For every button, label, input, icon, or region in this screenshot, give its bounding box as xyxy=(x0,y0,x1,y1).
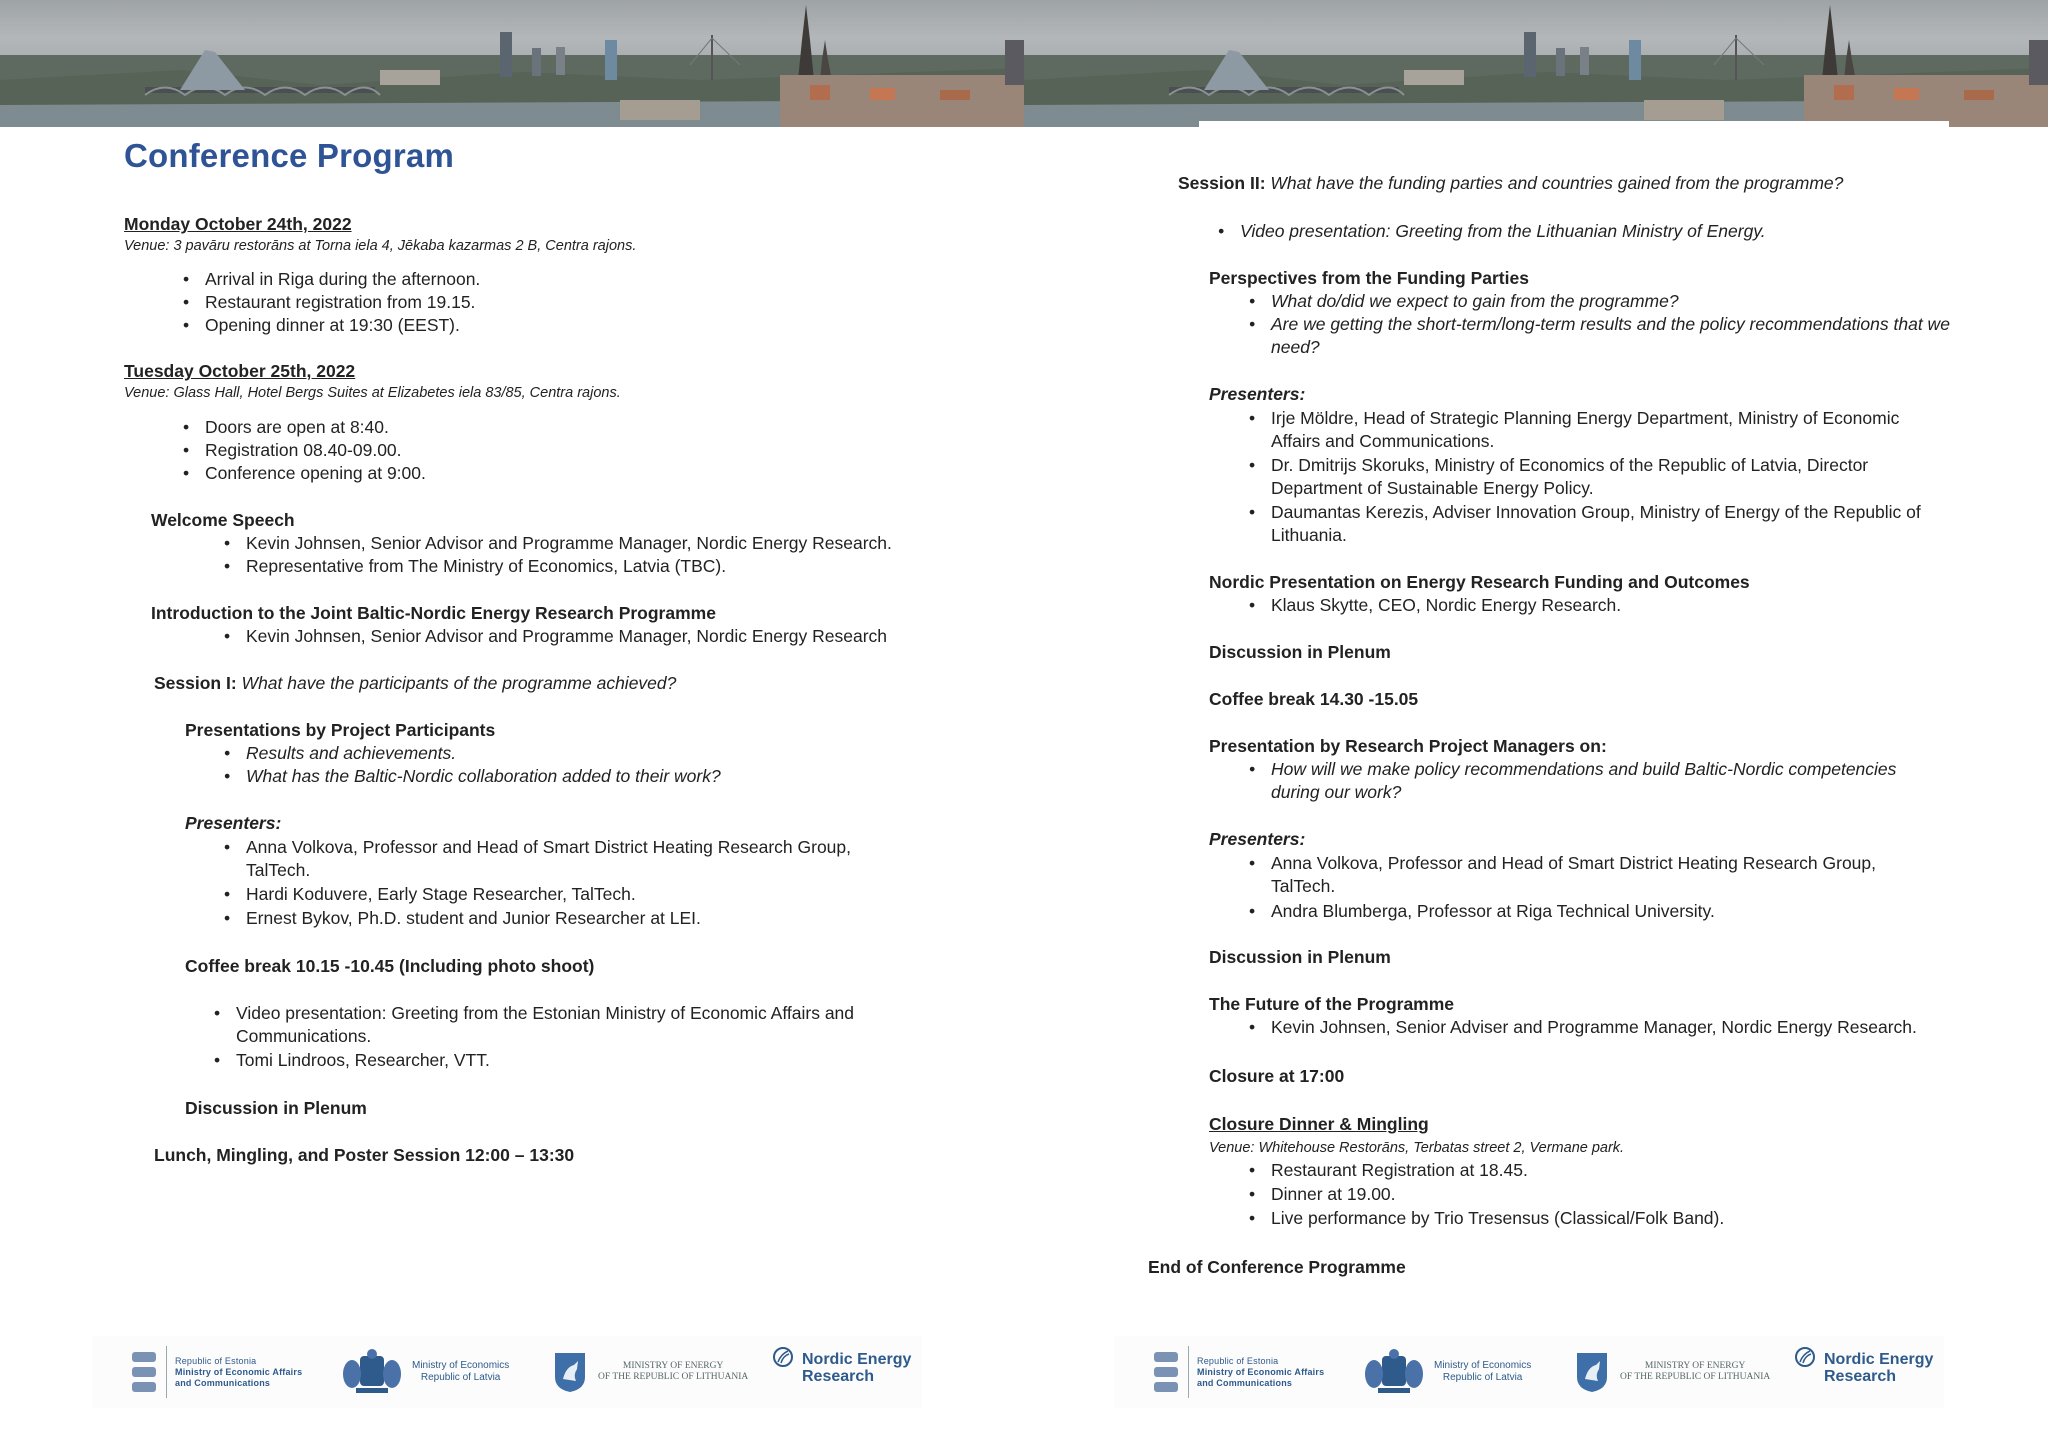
list-item: • Kevin Johnsen, Senior Adviser and Programme Manager, Nordic Energy Research. xyxy=(1271,1016,1917,1039)
latvia-coat-of-arms-icon xyxy=(1364,1348,1424,1396)
coffee-break-1: Coffee break 10.15 -10.45 (Including photo shoot) xyxy=(185,956,595,976)
list-item: • Arrival in Riga during the afternoon. xyxy=(205,268,480,291)
monday-date: Monday October 24th, 2022 xyxy=(124,214,352,234)
nordic-energy-logo-text: Nordic Energy Research xyxy=(1824,1351,1934,1385)
list-item: • Daumantas Kerezis, Adviser Innovation Group, Ministry of Energy of the Republic of Lithuania. xyxy=(1271,501,1951,547)
estonia-logo-text: Republic of Estonia Ministry of Economic Affairs and Communications xyxy=(175,1355,303,1388)
list-item: • What do/did we expect to gain from the programme? xyxy=(1271,290,1679,313)
banner-cutout xyxy=(1199,121,1949,127)
welcome-heading: Welcome Speech xyxy=(151,510,295,530)
discussion-plenum-3: Discussion in Plenum xyxy=(1209,947,1391,967)
lithuania-logo xyxy=(1576,1346,1770,1398)
skyline-illustration xyxy=(0,0,1024,127)
session-1-label: Session I: xyxy=(154,673,237,693)
session-2-question: What have the funding parties and countries gained from the programme? xyxy=(1270,173,1844,193)
nordic-heading: Nordic Presentation on Energy Research Funding and Outcomes xyxy=(1209,572,1750,592)
list-item: • Video presentation: Greeting from the Lithuanian Ministry of Energy. xyxy=(1240,220,1766,243)
list-item: • Andra Blumberga, Professor at Riga Technical University. xyxy=(1271,900,1715,923)
estonia-lions-icon xyxy=(1152,1350,1180,1394)
list-item: • What has the Baltic-Nordic collaboration added to their work? xyxy=(246,765,721,788)
list-item: • Live performance by Trio Tresensus (Classical/Folk Band). xyxy=(1271,1207,1724,1230)
list-item: • Hardi Koduvere, Early Stage Researcher, TalTech. xyxy=(246,883,636,906)
list-item: • Representative from The Ministry of Economics, Latvia (TBC). xyxy=(246,555,726,578)
list-item: • Results and achievements. xyxy=(246,742,456,765)
list-item: • Video presentation: Greeting from the Estonian Ministry of Economic Affairs and Communications. xyxy=(236,1002,876,1048)
monday-venue: Venue: 3 pavāru restorāns at Torna iela 4, Jēkaba kazarmas 2 B, Centra rajons. xyxy=(124,238,637,254)
nordic-energy-logo-text: Nordic Energy Research xyxy=(802,1351,912,1385)
lithuania-vytis-shield-icon xyxy=(554,1351,586,1393)
end-of-programme: End of Conference Programme xyxy=(1148,1257,1406,1277)
list-item: • Kevin Johnsen, Senior Advisor and Programme Manager, Nordic Energy Research. xyxy=(246,532,892,555)
closure-time: Closure at 17:00 xyxy=(1209,1066,1345,1086)
presenters-label: Presenters: xyxy=(1209,384,1306,404)
presenters-label-2: Presenters: xyxy=(1209,829,1306,849)
session-2-heading xyxy=(1178,172,1843,195)
list-item: • Ernest Bykov, Ph.D. student and Junior Researcher at LEI. xyxy=(246,907,701,930)
discussion-plenum-2: Discussion in Plenum xyxy=(1209,642,1391,662)
list-item: • Dr. Dmitrijs Skoruks, Ministry of Economics of the Republic of Latvia, Director Department of Sustainable Energy Policy. xyxy=(1271,454,1951,500)
dinner-heading: Closure Dinner & Mingling xyxy=(1209,1114,1429,1134)
lithuania-logo-text: MINISTRY OF ENERGY OF THE REPUBLIC OF LITHUANIA xyxy=(598,1361,749,1382)
estonia-logo xyxy=(1152,1346,1324,1398)
session-1-heading xyxy=(154,672,676,695)
perspectives-heading: Perspectives from the Funding Parties xyxy=(1209,268,1529,288)
list-item: • Tomi Lindroos, Researcher, VTT. xyxy=(236,1049,490,1072)
tuesday-date: Tuesday October 25th, 2022 xyxy=(124,361,356,381)
intro-heading: Introduction to the Joint Baltic-Nordic Energy Research Programme xyxy=(151,603,716,623)
lithuania-logo-text: MINISTRY OF ENERGY OF THE REPUBLIC OF LITHUANIA xyxy=(1620,1361,1771,1382)
presentations-heading: Presentations by Project Participants xyxy=(185,720,496,740)
latvia-logo-text: Ministry of Economics Republic of Latvia xyxy=(412,1360,510,1383)
list-item: • Opening dinner at 19:30 (EEST). xyxy=(205,314,460,337)
lunch-session: Lunch, Mingling, and Poster Session 12:00 – 13:30 xyxy=(154,1145,575,1165)
skyline-illustration xyxy=(1024,0,2048,127)
list-item: • Restaurant Registration at 18.45. xyxy=(1271,1159,1528,1182)
list-item: • Irje Möldre, Head of Strategic Planning Energy Department, Ministry of Economic Affairs and Communications. xyxy=(1271,407,1951,453)
list-item: • Conference opening at 9:00. xyxy=(205,462,426,485)
presenters-label: Presenters: xyxy=(185,813,282,833)
nordic-energy-icon xyxy=(772,1346,794,1368)
latvia-logo xyxy=(1364,1346,1531,1398)
session-1-question: What have the participants of the programme achieved? xyxy=(241,673,677,693)
session-2-label: Session II: xyxy=(1178,173,1266,193)
riga-skyline-banner xyxy=(1024,0,2048,127)
latvia-logo xyxy=(342,1346,509,1398)
estonia-lions-icon xyxy=(130,1350,158,1394)
latvia-coat-of-arms-icon xyxy=(342,1348,402,1396)
nordic-energy-logo xyxy=(772,1342,911,1394)
list-item: • Doors are open at 8:40. xyxy=(205,416,389,439)
latvia-logo-text: Ministry of Economics Republic of Latvia xyxy=(1434,1360,1532,1383)
future-heading: The Future of the Programme xyxy=(1209,994,1455,1014)
coffee-break-2: Coffee break 14.30 -15.05 xyxy=(1209,689,1419,709)
page-title: Conference Program xyxy=(124,137,455,174)
estonia-logo-text: Republic of Estonia Ministry of Economic Affairs and Communications xyxy=(1197,1355,1325,1388)
list-item: • Kevin Johnsen, Senior Advisor and Programme Manager, Nordic Energy Research xyxy=(246,625,887,648)
right-page xyxy=(1024,0,2048,1448)
list-item: • Are we getting the short-term/long-term results and the policy recommendations that we need? xyxy=(1271,313,1951,359)
dinner-venue: Venue: Whitehouse Restorāns, Terbatas street 2, Vermane park. xyxy=(1209,1140,1625,1156)
managers-heading: Presentation by Research Project Managers on: xyxy=(1209,736,1607,756)
list-item: • Dinner at 19.00. xyxy=(1271,1183,1396,1206)
lithuania-vytis-shield-icon xyxy=(1576,1351,1608,1393)
lithuania-logo xyxy=(554,1346,748,1398)
sponsor-logos xyxy=(92,1336,922,1408)
estonia-logo xyxy=(130,1346,302,1398)
list-item: • Anna Volkova, Professor and Head of Smart District Heating Research Group, TalTech. xyxy=(246,836,866,882)
discussion-plenum-1: Discussion in Plenum xyxy=(185,1098,367,1118)
nordic-energy-logo xyxy=(1794,1342,1933,1394)
sponsor-logos xyxy=(1114,1336,1944,1408)
riga-skyline-banner xyxy=(0,0,1024,127)
list-item: • How will we make policy recommendations and build Baltic-Nordic competencies during our work? xyxy=(1271,758,1911,804)
list-item: • Klaus Skytte, CEO, Nordic Energy Research. xyxy=(1271,594,1621,617)
tuesday-venue: Venue: Glass Hall, Hotel Bergs Suites at Elizabetes iela 83/85, Centra rajons. xyxy=(124,385,621,401)
nordic-energy-icon xyxy=(1794,1346,1816,1368)
list-item: • Restaurant registration from 19.15. xyxy=(205,291,475,314)
list-item: • Registration 08.40-09.00. xyxy=(205,439,402,462)
list-item: • Anna Volkova, Professor and Head of Smart District Heating Research Group, TalTech. xyxy=(1271,852,1931,898)
